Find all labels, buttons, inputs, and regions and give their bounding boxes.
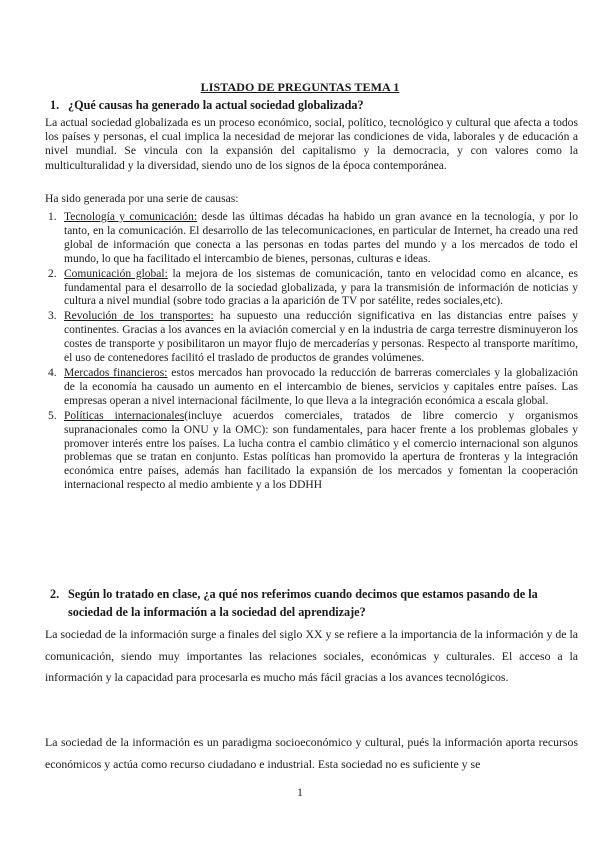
cause-label: Comunicación global: (64, 267, 168, 280)
cause-item (48, 267, 578, 310)
question-2-paragraph-1: La sociedad de la información surge a finales del siglo XX y se refiere a la importancia de la información y de la comunicación, siendo muy importantes las relaciones sociales, económicas y culturales. El acceso a la información y la capacidad para procesarla es mucho más fácil gracias a los avances tecnológicos. (45, 627, 578, 684)
cause-label: Mercados financieros: (64, 366, 168, 379)
question-1-text: ¿Qué causas ha generado la actual sociedad globalizada? (68, 98, 364, 112)
cause-text: desde las últimas décadas ha habido un gran avance en la tecnología, y por lo tanto, en la comunicación. El desarrollo de las telecomunicaciones, en particular de Internet, ha creado una red global de información que conecta a las personas en todas partes del mundo y a los mercados de todo el mundo, lo que ha facilitado el intercambio de bienes, personas, culturas e ideas. (64, 211, 579, 265)
cause-text: estos mercados han provocado la reducción de barreras comerciales y la globalización de la economía ha causado un aumento en el intercambio de bienes, servicios y capitales entre países. Las empresas operan a nivel internacional fácilmente, lo que lleva a la integración económica a escala global. (64, 366, 578, 407)
cause-item (48, 211, 579, 267)
question-2-text-line2: sociedad de la información a la sociedad del aprendizaje? (68, 605, 366, 619)
cause-text: la mejora de los sistemas de comunicación, tanto en velocidad como en alcance, es fundamental para el desarrollo de la sociedad globalizada, y para la transmisión de información de noticias y cultura a nivel mundial (sobre todo gracias a la aparición de TV por satélite, redes sociales,etc). (64, 267, 578, 308)
cause-text: (incluye acuerdos comerciales, tratados de libre comercio y organismos supranacionales como la ONU y la OMC): son fundamentales, para hacer frente a los problemas globales y promover interés entre los países. La lucha contra el cambio climático y el comercio internacional son algunos problemas que se tratan en conjunto. Estas políticas han promovido la apertura de fronteras y la integración económica entre países, además han facilitado la expansión de los mercados y fomentan la cooperación internacional respecto al medio ambiente y a los DDHH (64, 409, 579, 492)
cause-number: 4. (48, 366, 57, 379)
page-number: 1 (297, 787, 303, 799)
causes-intro: Ha sido generada por una serie de causas: (45, 192, 239, 205)
cause-item (48, 310, 578, 366)
question-2-heading (50, 586, 538, 602)
question-1-number: 1. (50, 98, 60, 112)
cause-number: 5. (48, 409, 57, 422)
cause-item (48, 366, 578, 409)
cause-item (48, 409, 579, 493)
document-title: LISTADO DE PREGUNTAS TEMA 1 (200, 80, 400, 94)
cause-label: Revolución de los transportes: (64, 310, 214, 323)
cause-number: 2. (48, 267, 57, 280)
question-2-number: 2. (50, 587, 60, 601)
question-1-heading (50, 97, 364, 113)
causes-list (48, 211, 579, 494)
question-1-intro: La actual sociedad globalizada es un proceso económico, social, político, tecnológico y cultural que afecta a todos los países y personas, el cual implica la necesidad de mejorar las condiciones de vida, laborales y de educación a nivel mundial. Se vincula con la expansión del capitalismo y la democracia, y con valores como la multiculturalidad y la diversidad, siendo uno de los signos de la época contemporánea. (45, 116, 578, 172)
cause-label: Políticas internacionales (64, 409, 185, 422)
question-2-paragraph-2: La sociedad de la información es un paradigma socioeconómico y cultural, pués la información aporta recursos económicos y actúa como recurso ciudadano e industrial. Esta sociedad no es suficiente y se (45, 735, 578, 771)
cause-number: 1. (48, 211, 57, 223)
cause-label: Tecnología y comunicación: (64, 211, 198, 223)
cause-number: 3. (48, 310, 57, 323)
question-2-text-line1: Según lo tratado en clase, ¿a qué nos referimos cuando decimos que estamos pasando de la (68, 587, 538, 601)
cause-text: ha supuesto una reducción significativa en las distancias entre países y continentes. Gracias a los avances en la aviación comercial y en la industria de carga terrestre disminuyeron los costes de transporte y posibilitaron un mayor flujo de mercaderías y personas. Respecto al transporte marítimo, el uso de contenedores facilitó el traslado de productos de grandes volúmenes. (64, 310, 578, 365)
